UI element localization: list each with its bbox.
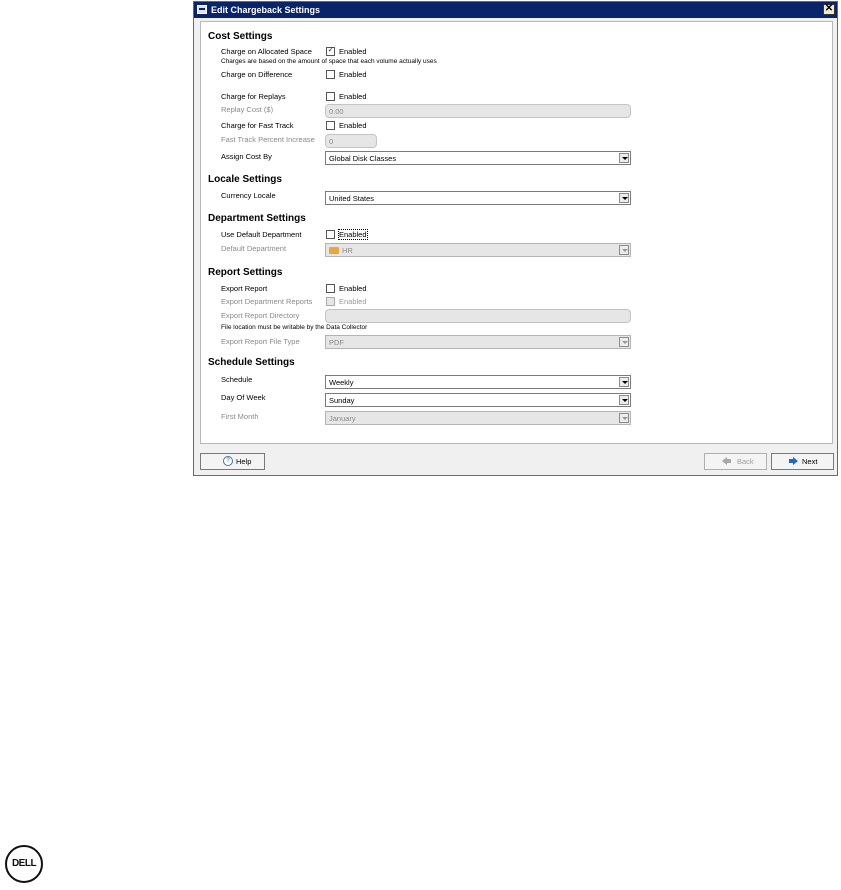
assign-cost-by-label: Assign Cost By — [221, 152, 272, 161]
app-window-icon — [197, 5, 207, 14]
first-month-label: First Month — [221, 412, 259, 421]
use-default-department-label: Use Default Department — [221, 230, 302, 239]
schedule-settings-heading: Schedule Settings — [208, 357, 295, 368]
chevron-down-icon[interactable] — [619, 193, 629, 203]
arrow-left-icon — [722, 457, 727, 465]
next-button-label: Next — [802, 457, 818, 466]
export-report-directory-label: Export Report Directory — [221, 311, 300, 320]
charge-replays-checkbox[interactable] — [326, 92, 335, 101]
export-report-file-type-label: Export Report File Type — [221, 337, 300, 346]
charge-replays-enabled-label[interactable]: Enabled — [339, 92, 367, 101]
charge-fast-track-enabled-label[interactable]: Enabled — [339, 121, 367, 130]
export-department-reports-label: Export Department Reports — [221, 297, 313, 306]
currency-locale-label: Currency Locale — [221, 191, 276, 200]
back-button[interactable] — [704, 453, 767, 470]
day-of-week-value: Sunday — [329, 396, 355, 405]
directory-note: File location must be writable by the Data Collector — [221, 324, 368, 331]
chevron-down-icon[interactable] — [619, 245, 629, 255]
first-month-select[interactable] — [325, 411, 631, 425]
replay-cost-label: Replay Cost ($) — [221, 105, 274, 114]
default-department-value: HR — [342, 246, 353, 255]
default-department-label: Default Department — [221, 244, 287, 253]
currency-locale-select[interactable] — [325, 191, 631, 205]
window-title: Edit Chargeback Settings — [211, 5, 321, 15]
export-department-reports-checkbox[interactable] — [326, 297, 335, 306]
charge-allocated-space-checkbox[interactable] — [326, 47, 335, 56]
settings-panel — [200, 21, 833, 444]
export-report-enabled-label[interactable]: Enabled — [339, 284, 367, 293]
report-settings-heading: Report Settings — [208, 267, 283, 278]
charge-allocated-space-label: Charge on Allocated Space — [221, 47, 312, 56]
currency-locale-value: United States — [329, 194, 375, 203]
use-default-department-enabled-label[interactable]: Enabled — [339, 230, 367, 239]
schedule-value: Weekly — [329, 378, 354, 387]
title-bar — [194, 2, 837, 18]
arrow-right-icon — [789, 459, 793, 463]
dell-logo: DELL — [5, 845, 43, 883]
back-button-label: Back — [737, 457, 754, 466]
first-month-value: January — [329, 414, 356, 423]
export-report-label: Export Report — [221, 284, 268, 293]
allocated-space-note: Charges are based on the amount of space that each volume actually uses — [221, 58, 437, 65]
charge-fast-track-label: Charge for Fast Track — [221, 121, 294, 130]
chevron-down-icon[interactable] — [619, 153, 629, 163]
schedule-label: Schedule — [221, 375, 253, 384]
next-button[interactable] — [771, 453, 834, 470]
charge-fast-track-checkbox[interactable] — [326, 121, 335, 130]
charge-allocated-space-enabled-label[interactable]: Enabled — [339, 47, 367, 56]
fast-track-percent-label: Fast Track Percent Increase — [221, 135, 315, 144]
export-report-file-type-select[interactable] — [325, 335, 631, 349]
department-icon — [329, 247, 339, 254]
charge-difference-label: Charge on Difference — [221, 70, 293, 79]
assign-cost-by-select[interactable] — [325, 151, 631, 165]
replay-cost-input[interactable]: 0.00 — [325, 104, 631, 118]
default-department-select[interactable] — [325, 243, 631, 257]
export-report-directory-input[interactable] — [325, 309, 631, 323]
department-settings-heading: Department Settings — [208, 213, 306, 224]
chevron-down-icon[interactable] — [619, 395, 629, 405]
day-of-week-select[interactable] — [325, 393, 631, 407]
locale-settings-heading: Locale Settings — [208, 174, 282, 185]
cost-settings-heading: Cost Settings — [208, 31, 273, 42]
schedule-select[interactable] — [325, 375, 631, 389]
charge-difference-enabled-label[interactable]: Enabled — [339, 70, 367, 79]
export-report-checkbox[interactable] — [326, 284, 335, 293]
help-button-label: Help — [236, 457, 252, 466]
chevron-down-icon[interactable] — [619, 377, 629, 387]
use-default-department-checkbox[interactable] — [326, 230, 335, 239]
chevron-down-icon[interactable] — [619, 337, 629, 347]
file-type-value: PDF — [329, 338, 344, 347]
charge-replays-label: Charge for Replays — [221, 92, 286, 101]
chevron-down-icon[interactable] — [619, 413, 629, 423]
day-of-week-label: Day Of Week — [221, 393, 266, 402]
help-icon: ? — [223, 456, 233, 466]
check-icon: ✓ — [327, 45, 335, 54]
close-button[interactable]: ✕ — [824, 3, 834, 14]
assign-cost-by-value: Global Disk Classes — [329, 154, 397, 163]
help-button[interactable] — [200, 453, 265, 470]
fast-track-percent-input[interactable]: 0 — [325, 134, 377, 148]
export-department-reports-enabled-label[interactable]: Enabled — [339, 297, 367, 306]
edit-chargeback-settings-dialog — [193, 1, 838, 476]
charge-difference-checkbox[interactable] — [326, 70, 335, 79]
